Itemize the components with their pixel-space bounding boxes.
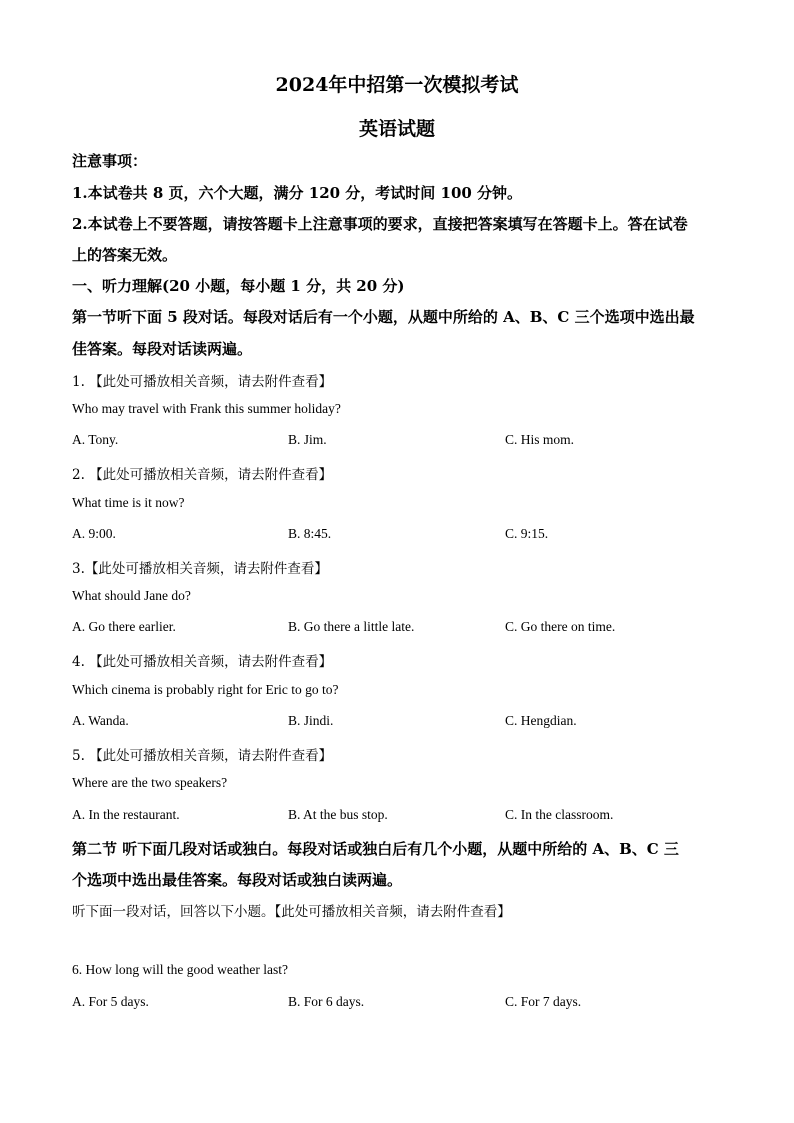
question-5-audio-note: 5. 【此处可播放相关音频，请去附件查看】 [72, 748, 333, 764]
question-4-audio-note: 4. 【此处可播放相关音频，请去附件查看】 [72, 654, 333, 670]
notice-item-2-line-1: 2.本试卷上不要答题，请按答题卡上注意事项的要求，直接把答案填写在答题卡上。答在试卷 [72, 215, 688, 233]
part-2-instructions-line-2: 个选项中选出最佳答案。每段对话或独白读两遍。 [72, 871, 403, 889]
question-2-stem: What time is it now? [72, 495, 185, 510]
exam-subtitle: 英语试题 [358, 118, 435, 140]
notice-item-1: 1.本试卷共 8 页，六个大题，满分 120 分，考试时间 100 分钟。 [72, 184, 523, 202]
question-2-audio-note: 2. 【此处可播放相关音频，请去附件查看】 [72, 467, 333, 483]
question-5-option-b: B. At the bus stop. [288, 807, 388, 822]
question-6-option-c: C. For 7 days. [505, 994, 582, 1009]
question-6-stem: 6. How long will the good weather last? [72, 962, 288, 977]
question-5-option-c: C. In the classroom. [505, 807, 614, 822]
question-5-stem: Where are the two speakers? [72, 775, 228, 790]
question-4-option-c: C. Hengdian. [505, 713, 577, 728]
question-5-option-a: A. In the restaurant. [72, 807, 180, 822]
question-2-option-b: B. 8:45. [288, 526, 332, 541]
exam-title: 2024年中招第一次模拟考试 [275, 74, 519, 96]
question-1-option-c: C. His mom. [505, 432, 575, 447]
part-2-intro-audio-note: 听下面一段对话，回答以下小题。【此处可播放相关音频，请去附件查看】 [72, 904, 511, 920]
question-4-option-a: A. Wanda. [72, 713, 129, 728]
part-1-instructions-line-2: 佳答案。每段对话读两遍。 [72, 340, 253, 358]
question-3-audio-note: 3.【此处可播放相关音频，请去附件查看】 [72, 561, 328, 577]
notice-heading: 注意事项： [72, 152, 148, 170]
question-6-option-b: B. For 6 days. [288, 994, 365, 1009]
question-3-option-b: B. Go there a little late. [288, 619, 415, 634]
part-2-instructions-line-1: 第二节 听下面几段对话或独白。每段对话或独白后有几个小题，从题中所给的 A、B、C 三 [72, 840, 679, 858]
question-4-option-b: B. Jindi. [288, 713, 334, 728]
question-3-stem: What should Jane do? [72, 588, 191, 603]
section-1-heading: 一、听力理解(20 小题，每小题 1 分，共 20 分) [72, 277, 405, 295]
question-2-option-c: C. 9:15. [505, 526, 549, 541]
question-1-option-b: B. Jim. [288, 432, 327, 447]
question-4-stem: Which cinema is probably right for Eric to go to? [72, 682, 339, 697]
question-1-stem: Who may travel with Frank this summer holiday? [72, 401, 341, 416]
question-3-option-c: C. Go there on time. [505, 619, 616, 634]
question-1-audio-note: 1. 【此处可播放相关音频，请去附件查看】 [72, 374, 333, 390]
question-2-option-a: A. 9:00. [72, 526, 116, 541]
notice-item-2-line-2: 上的答案无效。 [72, 246, 178, 264]
question-1-option-a: A. Tony. [72, 432, 119, 447]
part-1-instructions-line-1: 第一节听下面 5 段对话。每段对话后有一个小题，从题中所给的 A、B、C 三个选项中选出最 [72, 308, 695, 326]
question-6-option-a: A. For 5 days. [72, 994, 149, 1009]
question-3-option-a: A. Go there earlier. [72, 619, 176, 634]
